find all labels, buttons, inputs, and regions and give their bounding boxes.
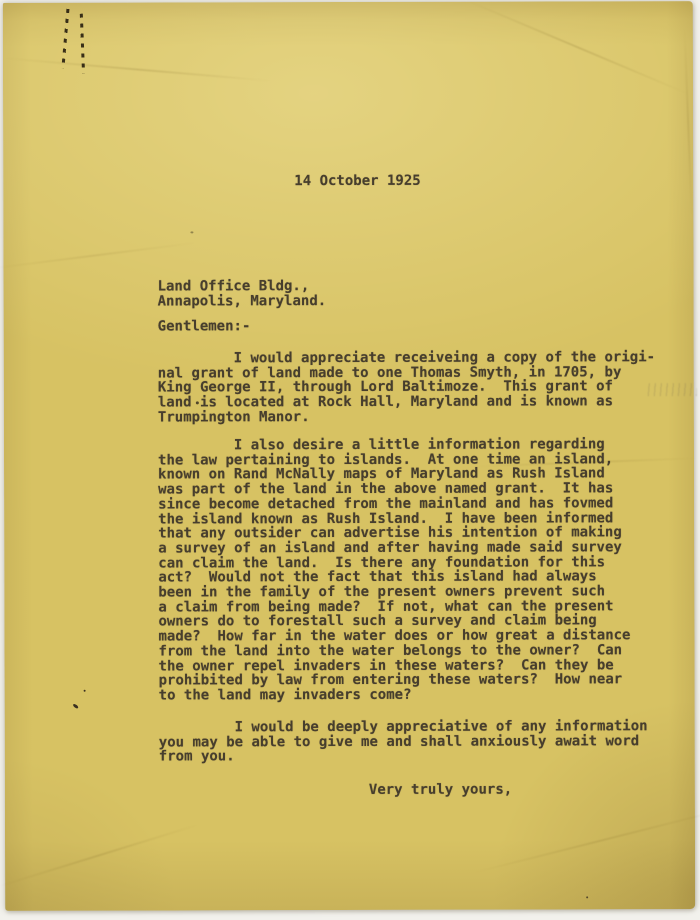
recipient-line-1: Land Office Bldg., (157, 278, 310, 295)
paper-crease (3, 57, 272, 82)
ink-fleck (84, 690, 86, 692)
salutation: Gentlemen:- (157, 318, 251, 335)
recipient-address (158, 279, 327, 309)
ink-fleck (190, 231, 193, 233)
paper-crease (467, 0, 689, 95)
paper-crease (684, 27, 693, 217)
letter-date: 14 October 1925 (294, 172, 421, 190)
letter-paper (3, 1, 695, 911)
paper-crease (0, 824, 199, 888)
ink-fleck (586, 896, 588, 898)
paragraph-island-questions: I also desire a little information regarding the law pertaining to islands. At one time an island, known on Rand McNally maps of Maryland as Rush Island was part of the land in the above named grant. It has since become detached from the mainland and has fovmed the island known as Rush Island. I have been informed that any outsider can advertise his intention of making a survey of an island and after having made said survey can claim the land. Is there any foundation for this act? Would not the fact that this island had always been in the family of the present owners prevent such a claim from being made? If not, what can the present owners do to forestall such a survey and claim being made? How far in the water does or how great a distance from the land into the water belongs to the owner? Can the owner repel invaders in these waters? Can they be prohibited by law from entering these waters? How near to the land may invaders come? (157, 436, 631, 704)
paragraph-grant-request: I would appreciate receiveing a copy of the origi- nal grant of land made to one Thomas Smyth, in 1705, by King George II, through Lord Baltimoze. This grant of land is located at Rock Hall, Maryland and is known as Trumpington Manor. (157, 349, 656, 426)
ink-fleck (72, 703, 79, 709)
paper-crease (471, 806, 700, 874)
paper-crease (0, 242, 198, 270)
paragraph-appreciation: I would be deeply appreciative of any information you may be able to give me and shall anxiously await word from you. (158, 718, 648, 765)
recipient-line-2: Annapolis, Maryland. (157, 292, 327, 310)
staple-rust-mark (61, 9, 69, 69)
closing-valediction: Very truly yours, (368, 781, 513, 798)
